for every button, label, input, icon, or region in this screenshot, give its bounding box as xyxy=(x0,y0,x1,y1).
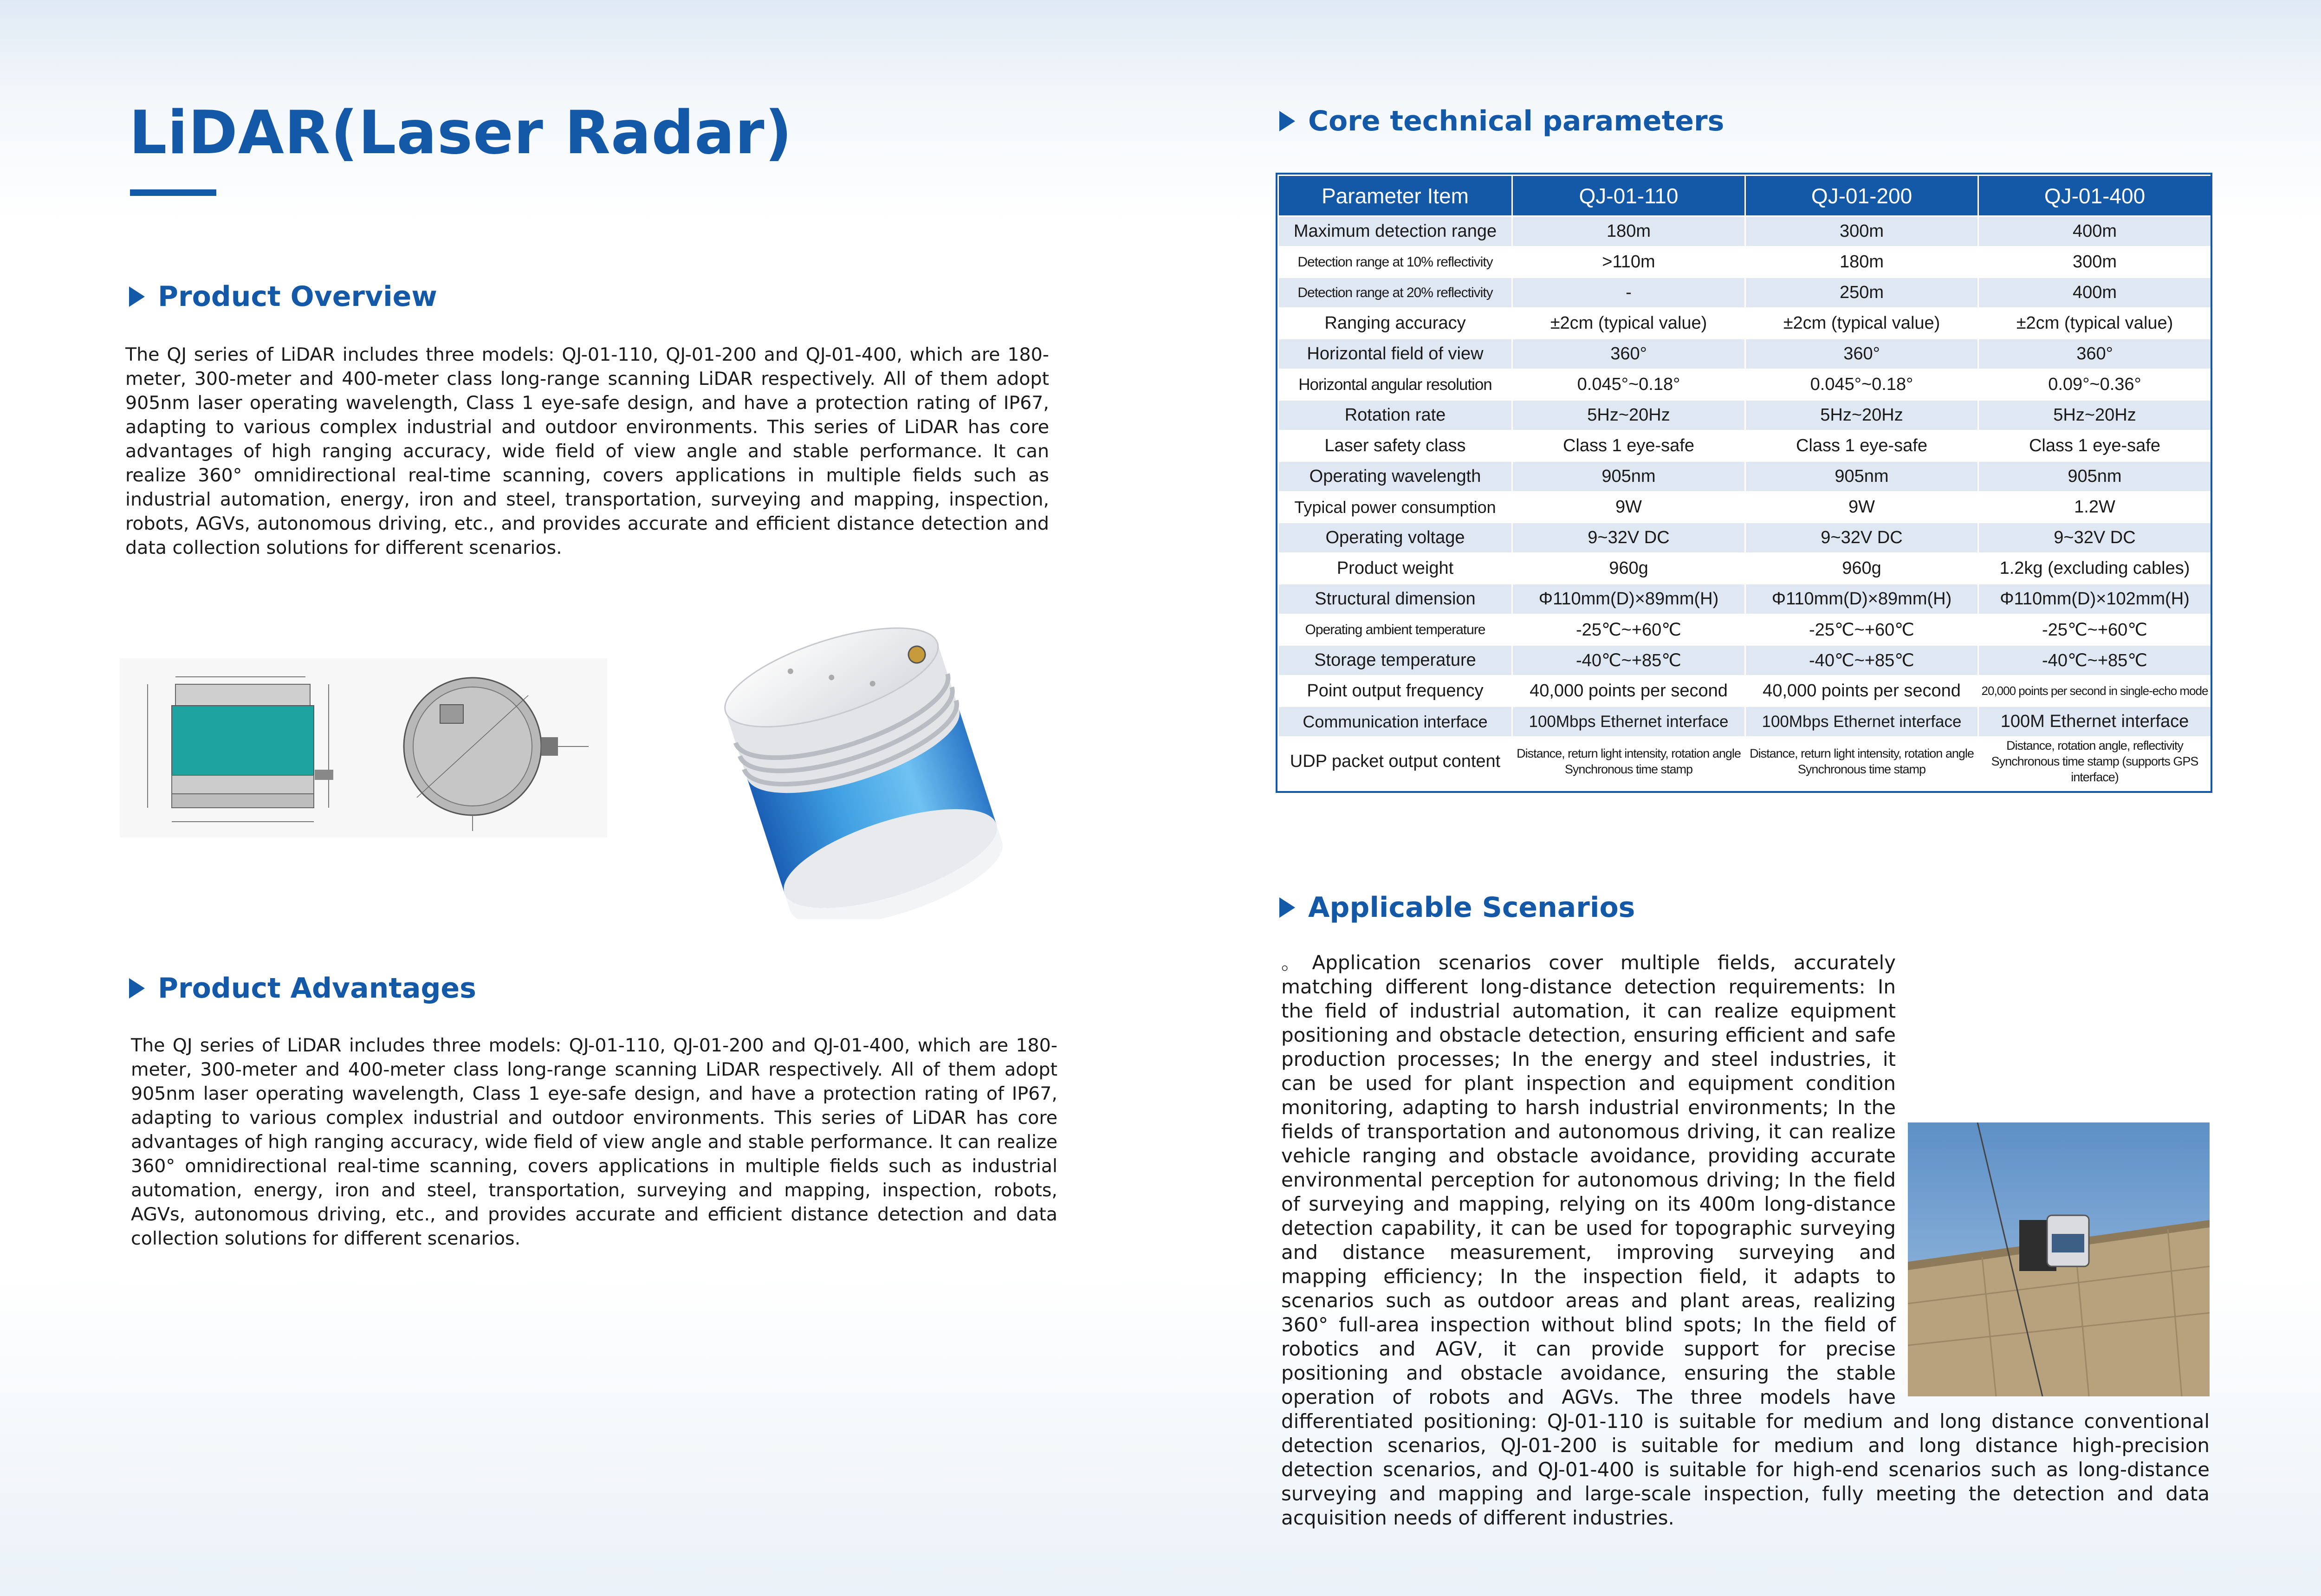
param-value: Distance, rotation angle, reflectivity Synchronous time stamp (supports GPS interface) xyxy=(1978,737,2211,786)
param-label: Product weight xyxy=(1278,553,1512,584)
param-value: 9W xyxy=(1512,492,1745,523)
param-value: Φ110mm(D)×102mm(H) xyxy=(1978,584,2211,615)
param-value: 1.2kg (excluding cables) xyxy=(1978,553,2211,584)
param-label: Operating voltage xyxy=(1278,523,1512,553)
param-value: 400m xyxy=(1978,216,2211,247)
param-value: 905nm xyxy=(1745,461,1978,492)
param-value: 100Mbps Ethernet interface xyxy=(1745,707,1978,737)
param-value: >110m xyxy=(1512,247,1745,278)
param-value: 100Mbps Ethernet interface xyxy=(1512,707,1745,737)
param-value: Distance, return light intensity, rotation angle Synchronous time stamp xyxy=(1745,737,1978,786)
param-value: -25℃~+60℃ xyxy=(1745,615,1978,645)
param-value: ±2cm (typical value) xyxy=(1512,308,1745,339)
param-value: 400m xyxy=(1978,278,2211,308)
table-row xyxy=(1278,523,2211,553)
advantages-text: The QJ series of LiDAR includes three models: QJ-01-110, QJ-01-200 and QJ-01-400, which are 180-meter, 300-meter and 400-meter class long-range scanning LiDAR respectively. All of them adopt 905nm laser operating wavelength, Class 1 eye-safe design, and have a protection rating of IP67, adapting to various complex industrial and outdoor environments. This series of LiDAR has core advantages of high ranging accuracy, wide field of view angle and stable performance. It can realize 360° omnidirectional real-time scanning, covers applications in multiple fields such as industrial automation, energy, iron and steel, transportation, surveying and mapping, inspection, robots, AGVs, autonomous driving, etc., and provides accurate and efficient distance detection and data collection solutions for different scenarios. xyxy=(131,1035,1057,1249)
param-value: Φ110mm(D)×89mm(H) xyxy=(1745,584,1978,615)
table-row xyxy=(1278,400,2211,431)
param-label: Operating wavelength xyxy=(1278,461,1512,492)
table-row xyxy=(1278,370,2211,400)
table-row-udp xyxy=(1278,737,2211,786)
header-model-200: QJ-01-200 xyxy=(1745,175,1978,216)
param-value: 5Hz~20Hz xyxy=(1745,400,1978,431)
table-row xyxy=(1278,553,2211,584)
param-label: Detection range at 10% reflectivity xyxy=(1278,247,1512,278)
param-label: UDP packet output content xyxy=(1278,737,1512,786)
param-label: Horizontal field of view xyxy=(1278,339,1512,370)
header-model-400: QJ-01-400 xyxy=(1978,175,2211,216)
param-value: 0.045°~0.18° xyxy=(1745,370,1978,400)
param-value: - xyxy=(1512,278,1745,308)
table-row xyxy=(1278,615,2211,645)
page-title: LiDAR(Laser Radar) xyxy=(129,98,792,168)
table-row xyxy=(1278,216,2211,247)
param-value: ±2cm (typical value) xyxy=(1978,308,2211,339)
triangle-bullet-icon xyxy=(1279,111,1295,131)
param-label: Operating ambient temperature xyxy=(1278,615,1512,645)
table-header-row xyxy=(1278,175,2211,216)
param-label: Communication interface xyxy=(1278,707,1512,737)
advantages-heading xyxy=(129,972,476,1005)
param-label: Horizontal angular resolution xyxy=(1278,370,1512,400)
param-value: 0.09°~0.36° xyxy=(1978,370,2211,400)
table-row xyxy=(1278,278,2211,308)
param-value: 300m xyxy=(1978,247,2211,278)
param-value: Class 1 eye-safe xyxy=(1512,431,1745,461)
param-label: Typical power consumption xyxy=(1278,492,1512,523)
table-row xyxy=(1278,584,2211,615)
param-value: 250m xyxy=(1745,278,1978,308)
lidar-installation-photo xyxy=(1908,1122,2210,1396)
param-label: Ranging accuracy xyxy=(1278,308,1512,339)
param-value: -25℃~+60℃ xyxy=(1978,615,2211,645)
param-value: 1.2W xyxy=(1978,492,2211,523)
table-row xyxy=(1278,461,2211,492)
table-row xyxy=(1278,492,2211,523)
triangle-bullet-icon xyxy=(1279,897,1295,918)
param-value: Class 1 eye-safe xyxy=(1978,431,2211,461)
lidar-product-image xyxy=(706,603,1012,919)
param-value: 300m xyxy=(1745,216,1978,247)
param-value: 5Hz~20Hz xyxy=(1978,400,2211,431)
param-value: -40℃~+85℃ xyxy=(1745,645,1978,676)
param-value: -40℃~+85℃ xyxy=(1978,645,2211,676)
param-value: -40℃~+85℃ xyxy=(1512,645,1745,676)
param-value: 180m xyxy=(1512,216,1745,247)
overview-heading xyxy=(129,280,437,313)
table-row xyxy=(1278,676,2211,707)
advantages-heading-label: Product Advantages xyxy=(158,972,476,1005)
triangle-bullet-icon xyxy=(129,978,145,999)
header-model-110: QJ-01-110 xyxy=(1512,175,1745,216)
param-value: 960g xyxy=(1512,553,1745,584)
params-heading xyxy=(1279,105,1724,137)
param-value: 9~32V DC xyxy=(1978,523,2211,553)
param-value: 9W xyxy=(1745,492,1978,523)
param-value: -25℃~+60℃ xyxy=(1512,615,1745,645)
param-value: 905nm xyxy=(1512,461,1745,492)
param-value: 9~32V DC xyxy=(1512,523,1745,553)
overview-heading-label: Product Overview xyxy=(158,280,437,313)
param-value: 40,000 points per second xyxy=(1745,676,1978,707)
param-label: Maximum detection range xyxy=(1278,216,1512,247)
param-value: 905nm xyxy=(1978,461,2211,492)
param-label: Structural dimension xyxy=(1278,584,1512,615)
title-underline xyxy=(130,189,216,196)
table-row xyxy=(1278,247,2211,278)
param-value: 100M Ethernet interface xyxy=(1978,707,2211,737)
param-value: 40,000 points per second xyxy=(1512,676,1745,707)
parameters-table xyxy=(1277,175,2212,786)
param-value: Φ110mm(D)×89mm(H) xyxy=(1512,584,1745,615)
scenarios-heading-label: Applicable Scenarios xyxy=(1308,891,1635,924)
param-value: 360° xyxy=(1745,339,1978,370)
param-label: Laser safety class xyxy=(1278,431,1512,461)
table-row xyxy=(1278,308,2211,339)
params-heading-label: Core technical parameters xyxy=(1308,105,1725,137)
param-value: ±2cm (typical value) xyxy=(1745,308,1978,339)
table-row xyxy=(1278,707,2211,737)
param-value: 0.045°~0.18° xyxy=(1512,370,1745,400)
param-label: Detection range at 20% reflectivity xyxy=(1278,278,1512,308)
param-value: 180m xyxy=(1745,247,1978,278)
param-label: Rotation rate xyxy=(1278,400,1512,431)
param-value: 960g xyxy=(1745,553,1978,584)
param-value: Class 1 eye-safe xyxy=(1745,431,1978,461)
triangle-bullet-icon xyxy=(129,286,145,307)
param-value: 9~32V DC xyxy=(1745,523,1978,553)
param-label: Storage temperature xyxy=(1278,645,1512,676)
table-row xyxy=(1278,339,2211,370)
overview-text: The QJ series of LiDAR includes three models: QJ-01-110, QJ-01-200 and QJ-01-400, which are 180-meter, 300-meter and 400-meter class long-range scanning LiDAR respectively. All of them adopt 905nm laser operating wavelength, Class 1 eye-safe design, and have a protection rating of IP67, adapting to various complex industrial and outdoor environments. This series of LiDAR has core advantages of high ranging accuracy, wide field of view angle and stable performance. It can realize 360° omnidirectional real-time scanning, covers applications in multiple fields such as industrial automation, energy, iron and steel, transportation, surveying and mapping, inspection, robots, AGVs, autonomous driving, etc., and provides accurate and efficient distance detection and data collection solutions for different scenarios. xyxy=(125,344,1049,558)
table-row xyxy=(1278,431,2211,461)
param-value: 360° xyxy=(1978,339,2211,370)
param-value: Distance, return light intensity, rotation angle Synchronous time stamp xyxy=(1512,737,1745,786)
scenarios-heading xyxy=(1279,891,1635,924)
param-value: 20,000 points per second in single-echo mode xyxy=(1978,676,2211,707)
header-parameter-item: Parameter Item xyxy=(1278,175,1512,216)
scenarios-text: 。Application scenarios cover multiple fields, accurately matching different long-distance detection requirements: In the field of industrial automation, it can realize equipment positioning and obstacle detection, ensuring efficient and safe production processes; In the energy and steel industries, it can be used for plant inspection and equipment condition monitoring, adapting to harsh industrial environments; In the fields of transportation and autonomous driving, it can realize vehicle ranging and obstacle avoidance, providing accurate environmental perception for autonomous driving; In the field of surveying and mapping, relying on its 400m long-distance detection capability, it can be used for topographic surveying and distance measurement, improving surveying and mapping efficiency; In the inspection field, it adapts to scenarios such as outdoor areas and plant areas, realizing 360° full-area inspection without blind spots; In the field of robotics and AGV, it can provide support for precise positioning and obstacle avoidance, ensuring the stable operation of robots and AGVs. The three models have differentiated positioning: QJ-01-110 is suitable for medium and long distance conventional detection scenarios, QJ-01-200 is suitable for medium and long distance high-precision detection scenarios, and QJ-01-400 is suitable for high-end scenarios such as long-distance surveying and mapping and large-scale inspection, fully meeting the detection and data acquisition needs of different industries. xyxy=(1281,951,2210,1529)
param-value: 5Hz~20Hz xyxy=(1512,400,1745,431)
table-row xyxy=(1278,645,2211,676)
param-value: 360° xyxy=(1512,339,1745,370)
scenarios-text-block xyxy=(1281,951,2210,1530)
technical-drawing xyxy=(120,658,607,837)
param-label: Point output frequency xyxy=(1278,676,1512,707)
